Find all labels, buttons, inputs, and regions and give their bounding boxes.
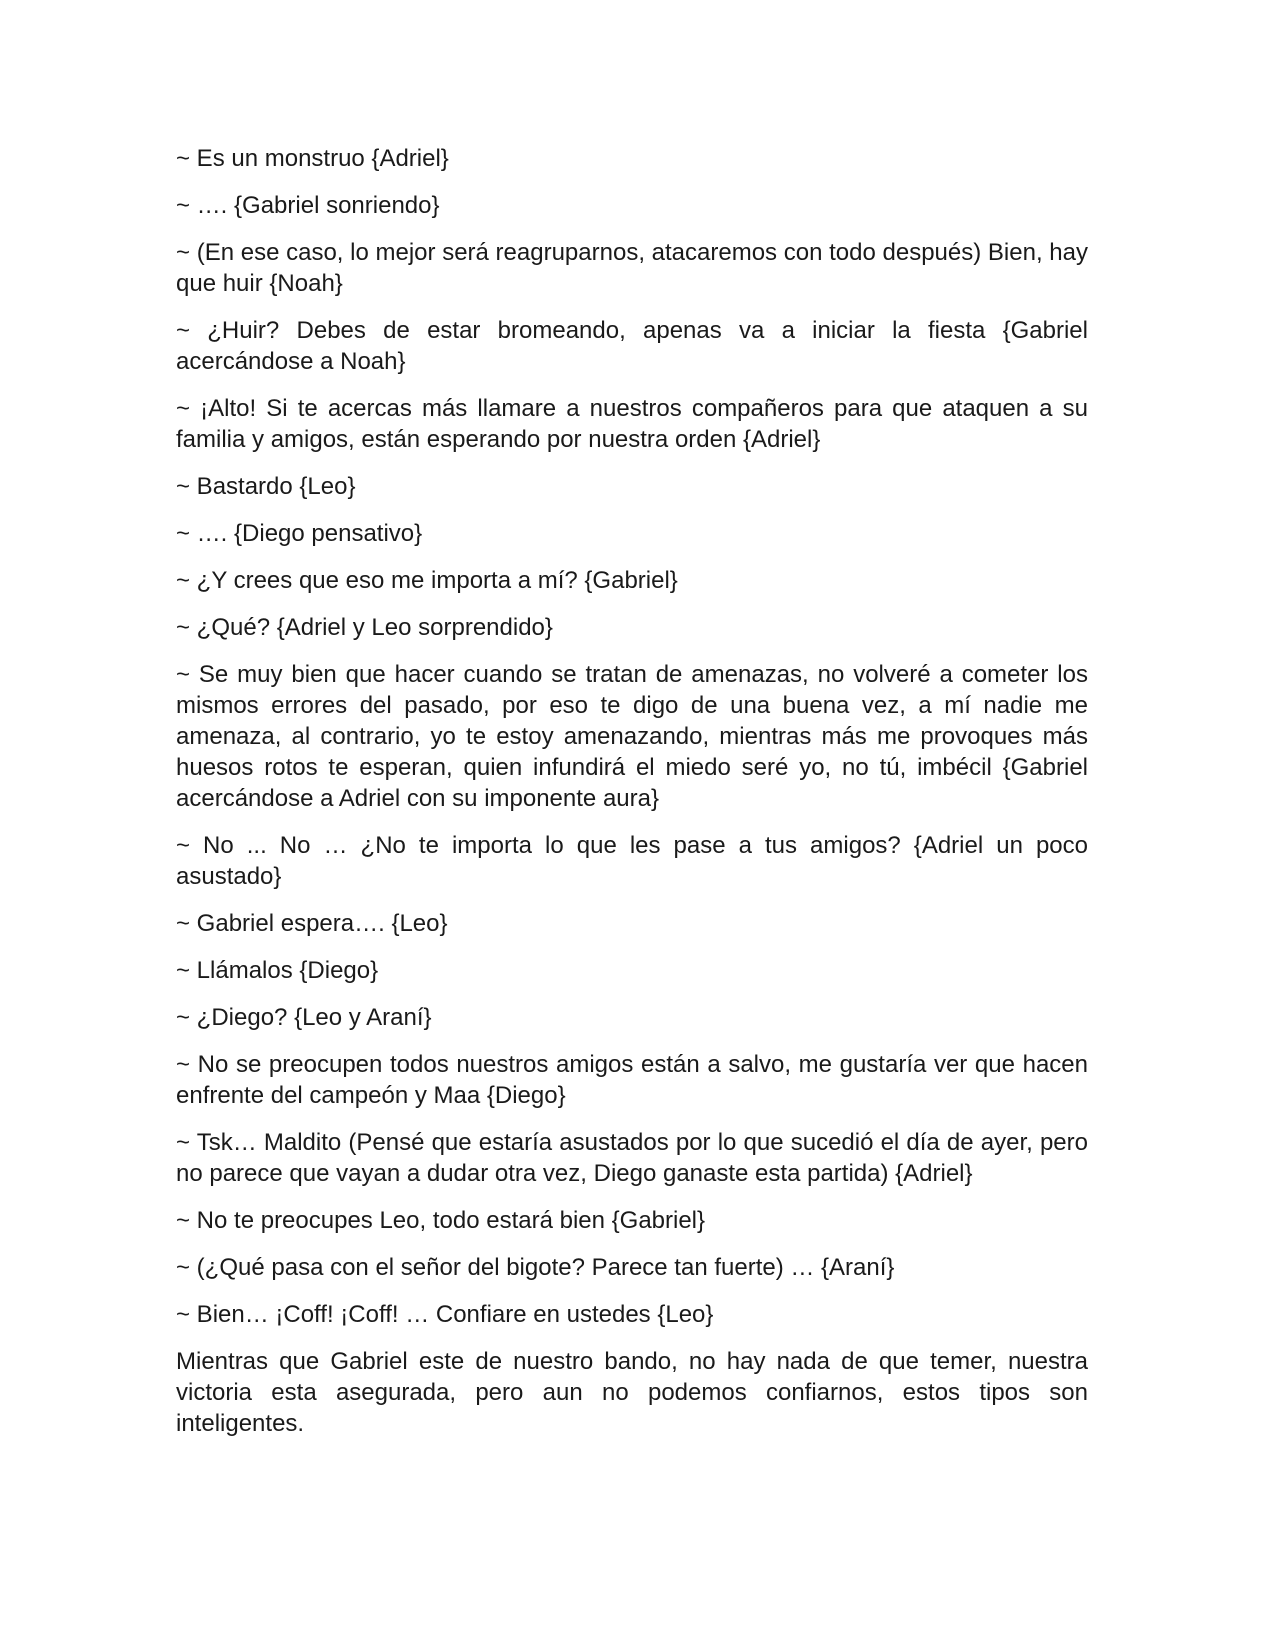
dialogue-line: ~ Se muy bien que hacer cuando se tratan de amenazas, no volveré a cometer los mismos errores del pasado, por eso te digo de una buena vez, a mí nadie me amenaza, al contrario, yo te estoy amenazando, mientras más me provoques más huesos rotos te esperan, quien infundirá el miedo seré yo, no tú, imbécil {Gabriel acercándose a Adriel con su imponente aura} <box>176 661 1088 812</box>
dialogue-line: ~ Bien… ¡Coff! ¡Coff! … Confiare en ustedes {Leo} <box>176 1301 714 1328</box>
dialogue-line: ~ …. {Diego pensativo} <box>176 520 423 547</box>
dialogue-line: ~ ¿Qué? {Adriel y Leo sorprendido} <box>176 614 553 641</box>
dialogue-line: ~ ¿Y crees que eso me importa a mí? {Gabriel} <box>176 567 678 594</box>
dialogue-line: ~ (¿Qué pasa con el señor del bigote? Parece tan fuerte) … {Araní} <box>176 1254 895 1281</box>
dialogue-line: ~ ¿Huir? Debes de estar bromeando, apenas va a iniciar la fiesta {Gabriel acercándose a Noah} <box>176 317 1088 375</box>
narration-paragraph: Mientras que Gabriel este de nuestro bando, no hay nada de que temer, nuestra victoria esta asegurada, pero aun no podemos confiarnos, estos tipos son inteligentes. <box>176 1348 1088 1437</box>
dialogue-line: ~ No te preocupes Leo, todo estará bien {Gabriel} <box>176 1207 706 1234</box>
dialogue-line: ~ Bastardo {Leo} <box>176 473 356 500</box>
dialogue-line: ~ ¿Diego? {Leo y Araní} <box>176 1004 432 1031</box>
dialogue-line: ~ No se preocupen todos nuestros amigos están a salvo, me gustaría ver que hacen enfrente del campeón y Maa {Diego} <box>176 1051 1088 1109</box>
dialogue-line: ~ No ... No … ¿No te importa lo que les pase a tus amigos? {Adriel un poco asustado} <box>176 832 1088 890</box>
dialogue-line: ~ Tsk… Maldito (Pensé que estaría asustados por lo que sucedió el día de ayer, pero no parece que vayan a dudar otra vez, Diego ganaste esta partida) {Adriel} <box>176 1129 1088 1187</box>
document-page <box>176 143 1088 1455</box>
dialogue-line: ~ (En ese caso, lo mejor será reagruparnos, atacaremos con todo después) Bien, hay que huir {Noah} <box>176 239 1088 297</box>
dialogue-line: ~ …. {Gabriel sonriendo} <box>176 192 440 219</box>
dialogue-line: ~ Llámalos {Diego} <box>176 957 379 984</box>
dialogue-line: ~ Gabriel espera…. {Leo} <box>176 910 448 937</box>
dialogue-line: ~ Es un monstruo {Adriel} <box>176 145 449 172</box>
dialogue-line: ~ ¡Alto! Si te acercas más llamare a nuestros compañeros para que ataquen a su familia y amigos, están esperando por nuestra orden {Adriel} <box>176 395 1088 453</box>
